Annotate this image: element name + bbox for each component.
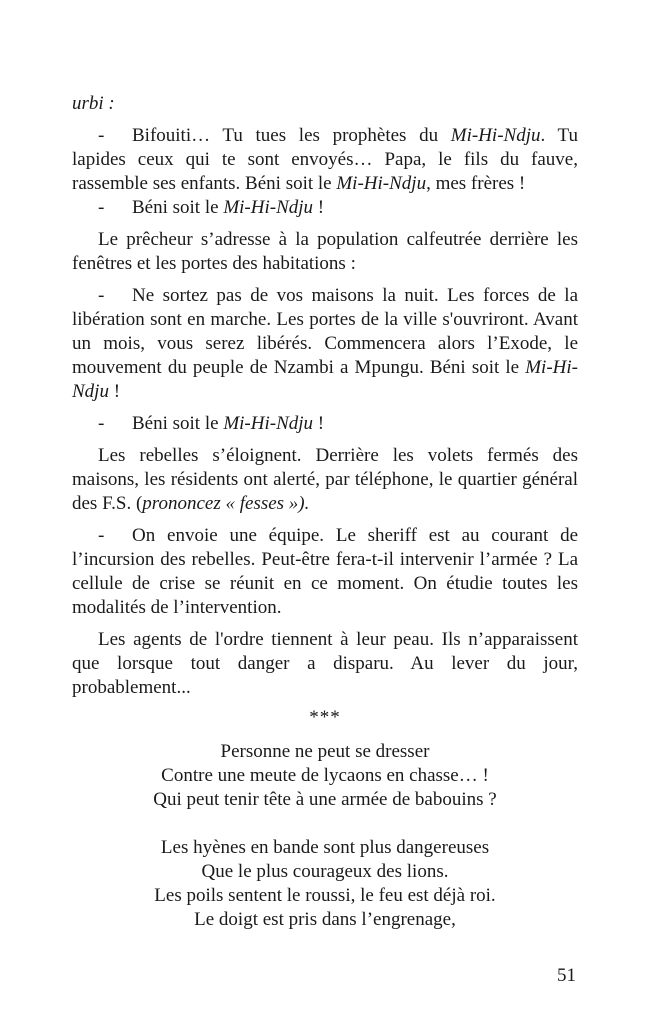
page-number: 51 (557, 965, 576, 986)
poem-line: Personne ne peut se dresser (220, 741, 430, 762)
section-separator: *** (309, 707, 341, 728)
text-span: ! (313, 413, 325, 434)
dialogue-dash: - (98, 125, 105, 146)
dialogue-dash: - (98, 413, 105, 434)
poem-line: Qui peut tenir tête à une armée de babouins ? (153, 789, 497, 810)
text-span: Béni soit le (132, 413, 224, 434)
emphasis-span: Mi-Hi-Ndju (223, 197, 314, 218)
poem-line: Les hyènes en bande sont plus dangereuses (160, 837, 490, 858)
dialogue-dash: - (98, 197, 105, 218)
emphasis-span: Mi-Hi-Ndju (336, 173, 427, 194)
emphasis-span: Mi-Hi-Ndju (450, 125, 541, 146)
poem-line: Le doigt est pris dans l’engrenage, (194, 909, 456, 930)
text-span: Les rebelles s’éloignent. Derrière les volets fermés des maisons, les résidents ont alerté, par téléphone, le quartier général des F.S. ( (72, 445, 578, 514)
narration-paragraph-2 (72, 444, 578, 516)
emphasis-span: Mi-Hi-Ndju (72, 357, 578, 402)
dialogue-line-5 (72, 524, 578, 620)
text-span: ! (108, 381, 121, 402)
text-span: Béni soit le (132, 197, 224, 218)
dialogue-line-2 (72, 196, 578, 220)
page-body (72, 92, 578, 932)
opening-line (72, 92, 578, 116)
dialogue-line-1 (72, 124, 578, 196)
emphasis-span: Mi-Hi-Ndju (223, 413, 314, 434)
dialogue-dash: - (98, 525, 105, 546)
poem (72, 740, 578, 932)
emphasis-span: prononcez « fesses »). (142, 493, 310, 514)
text-span: On envoie une équipe. Le sheriff est au courant de l’incursion des rebelles. Peut-être fera-t-il intervenir l’armée ? La cellule de crise se réunit en ce moment. On étudie toutes les modalités de l’intervention. (72, 525, 578, 618)
text-span: Ne sortez pas de vos maisons la nuit. Les forces de la libération sont en marche. Les portes de la ville s'ouvriront. Avant un mois, vous serez libérés. Commencera alors l’Exode, le mouvement du peuple de Nzambi a Mpungu. Béni soit le (72, 285, 578, 378)
text-span: . Tu lapides ceux qui te sont envoyés… Papa, le fils du fauve, rassemble ses enfants. Béni soit le (72, 125, 578, 194)
dialogue-line-4 (72, 412, 578, 436)
dialogue-line-3 (72, 284, 578, 404)
poem-line: Que le plus courageux des lions. (201, 861, 449, 882)
dialogue-dash: - (98, 285, 105, 306)
opening-text: urbi : (72, 93, 115, 114)
poem-line: Contre une meute de lycaons en chasse… ! (161, 765, 489, 786)
text-span: , mes frères ! (426, 173, 526, 194)
text-span: ! (313, 197, 325, 218)
text-span: Bifouiti… Tu tues les prophètes du (132, 125, 451, 146)
poem-line: Les poils sentent le roussi, le feu est déjà roi. (154, 885, 496, 906)
narration-paragraph-1: Le prêcheur s’adresse à la population calfeutrée derrière les fenêtres et les portes des habitations : (72, 229, 578, 274)
narration-paragraph-3: Les agents de l'ordre tiennent à leur peau. Ils n’apparaissent que lorsque tout danger a disparu. Au lever du jour, probablement... (72, 629, 578, 698)
